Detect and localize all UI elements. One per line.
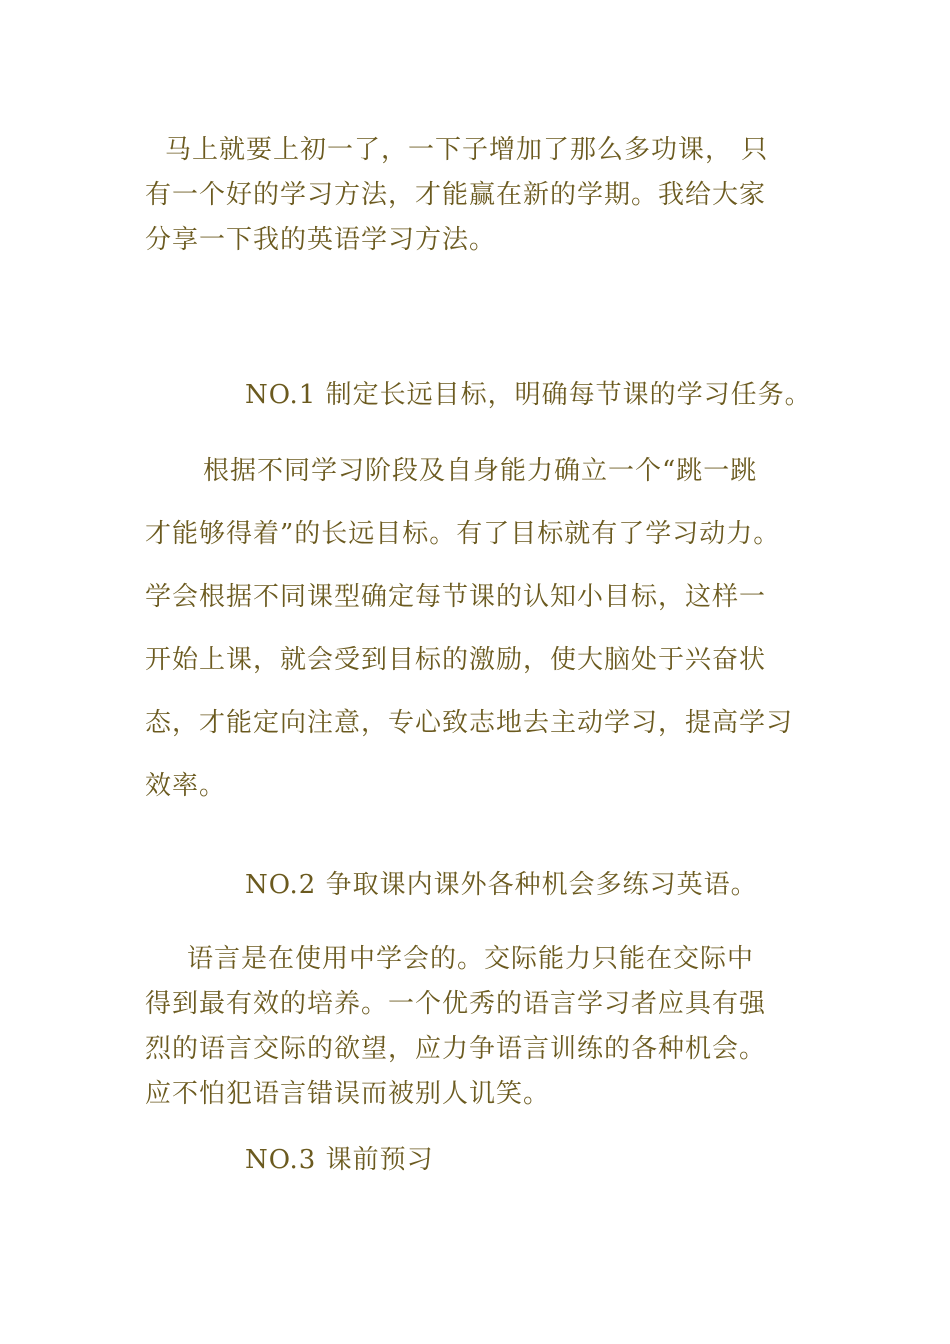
- section-3-heading-block: [145, 1138, 825, 1183]
- section-1-line-6: 效率。: [145, 771, 227, 801]
- section-2-line-2: 得到最有效的培养。一个优秀的语言学习者应具有强: [145, 989, 767, 1019]
- section-1-paragraph: [145, 440, 825, 818]
- section-1-line-1: 根据不同学习阶段及自身能力确立一个“跳一跳: [203, 456, 758, 486]
- intro-line-1: 马上就要上初一了，一下子增加了那么多功课， 只: [165, 135, 769, 165]
- section-1-heading-block: [145, 373, 825, 418]
- section-2-paragraph: [145, 937, 825, 1117]
- section-1-line-4: 开始上课，就会受到目标的激励，使大脑处于兴奋状: [145, 645, 767, 675]
- section-1-heading: NO.1 制定长远目标，明确每节课的学习任务。: [245, 380, 812, 410]
- section-1-line-2: 才能够得着”的长远目标。有了目标就有了学习动力。: [145, 519, 781, 549]
- intro-line-2: 有一个好的学习方法，才能赢在新的学期。我给大家: [145, 180, 767, 210]
- section-3-heading: NO.3 课前预习: [245, 1145, 434, 1175]
- section-2-heading: NO.2 争取课内课外各种机会多练习英语。: [245, 870, 758, 900]
- section-1-line-5: 态，才能定向注意，专心致志地去主动学习，提高学习: [145, 708, 794, 738]
- section-1-line-3: 学会根据不同课型确定每节课的认知小目标，这样一: [145, 582, 767, 612]
- section-2-line-3: 烈的语言交际的欲望，应力争语言训练的各种机会。: [145, 1034, 767, 1064]
- section-2-heading-block: [145, 863, 825, 908]
- intro-line-3: 分享一下我的英语学习方法。: [145, 225, 497, 255]
- intro-paragraph: [145, 128, 825, 263]
- section-2-line-4: 应不怕犯语言错误而被别人讥笑。: [145, 1079, 551, 1109]
- section-2-line-1: 语言是在使用中学会的。交际能力只能在交际中: [187, 944, 755, 974]
